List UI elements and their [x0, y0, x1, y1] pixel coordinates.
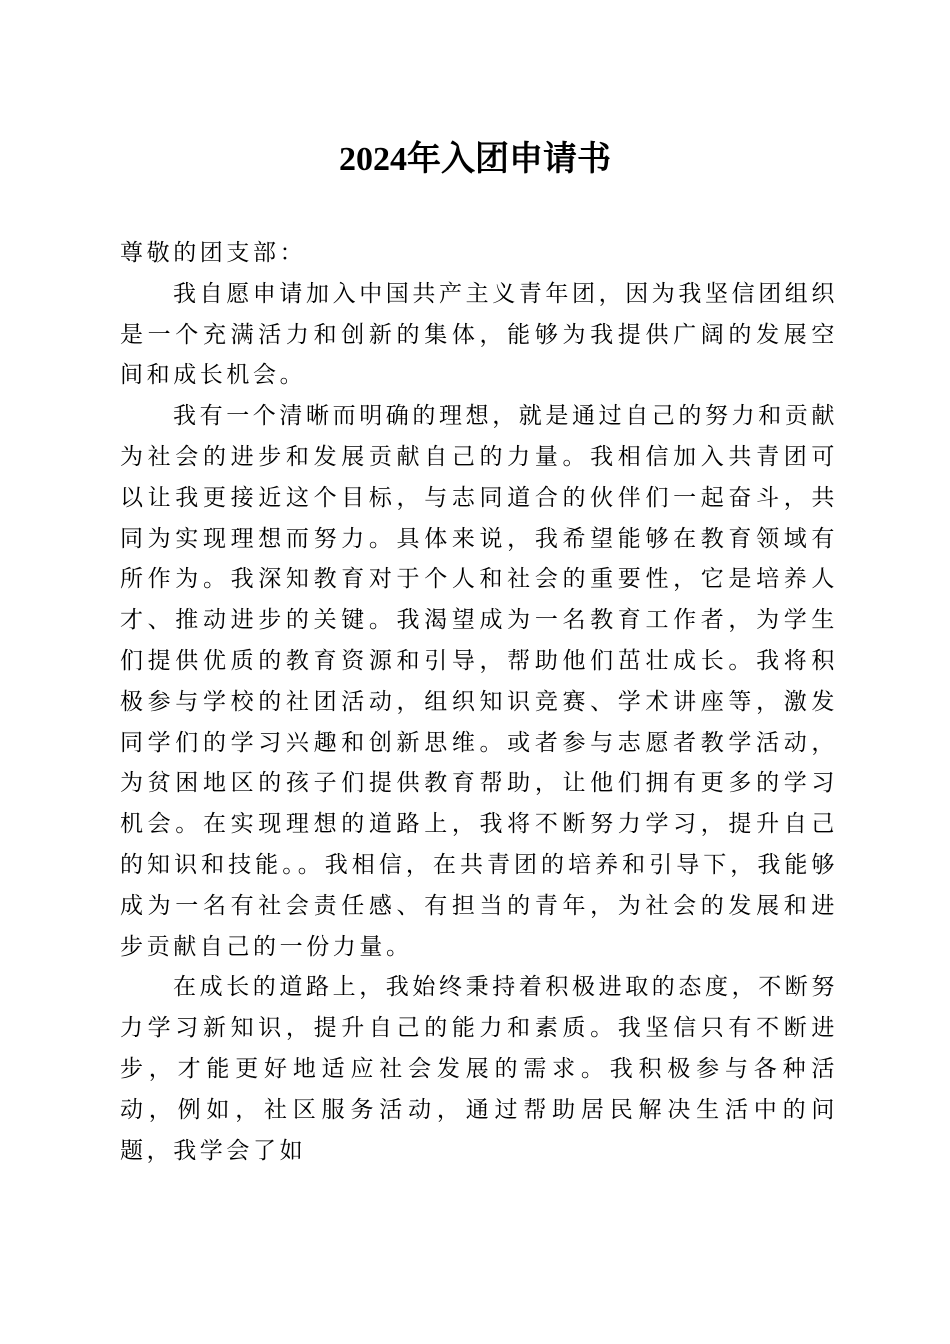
salutation: 尊敬的团支部：	[120, 240, 307, 266]
paragraph-3: 在成长的道路上，我始终秉持着积极进取的态度，不断努力学习新知识，提升自己的能力和素质。我坚信只有不断进步，才能更好地适应社会发展的需求。我积极参与各种活动，例如，社区服务活动，通过帮助居民解决生活中的问题，我学会了如	[120, 974, 838, 1164]
paragraph-2: 我有一个清晰而明确的理想，就是通过自己的努力和贡献为社会的进步和发展贡献自己的力量。我相信加入共青团可以让我更接近这个目标，与志同道合的伙伴们一起奋斗，共同为实现理想而努力。具体来说，我希望能够在教育领域有所作为。我深知教育对于个人和社会的重要性，它是培养人才、推动进步的关键。我渴望成为一名教育工作者，为学生们提供优质的教育资源和引导，帮助他们茁壮成长。我将积极参与学校的社团活动，组织知识竞赛、学术讲座等，激发同学们的学习兴趣和创新思维。或者参与志愿者教学活动，为贫困地区的孩子们提供教育帮助，让他们拥有更多的学习机会。在实现理想的道路上，我将不断努力学习，提升自己的知识和技能。。我相信，在共青团的培养和引导下，我能够成为一名有社会责任感、有担当的青年，为社会的发展和进步贡献自己的一份力量。	[120, 403, 838, 960]
document-body	[120, 233, 838, 1171]
document-title: 2024年入团申请书	[339, 141, 611, 178]
paragraph-1: 我自愿申请加入中国共产主义青年团，因为我坚信团组织是一个充满活力和创新的集体，能够为我提供广阔的发展空间和成长机会。	[120, 280, 838, 389]
